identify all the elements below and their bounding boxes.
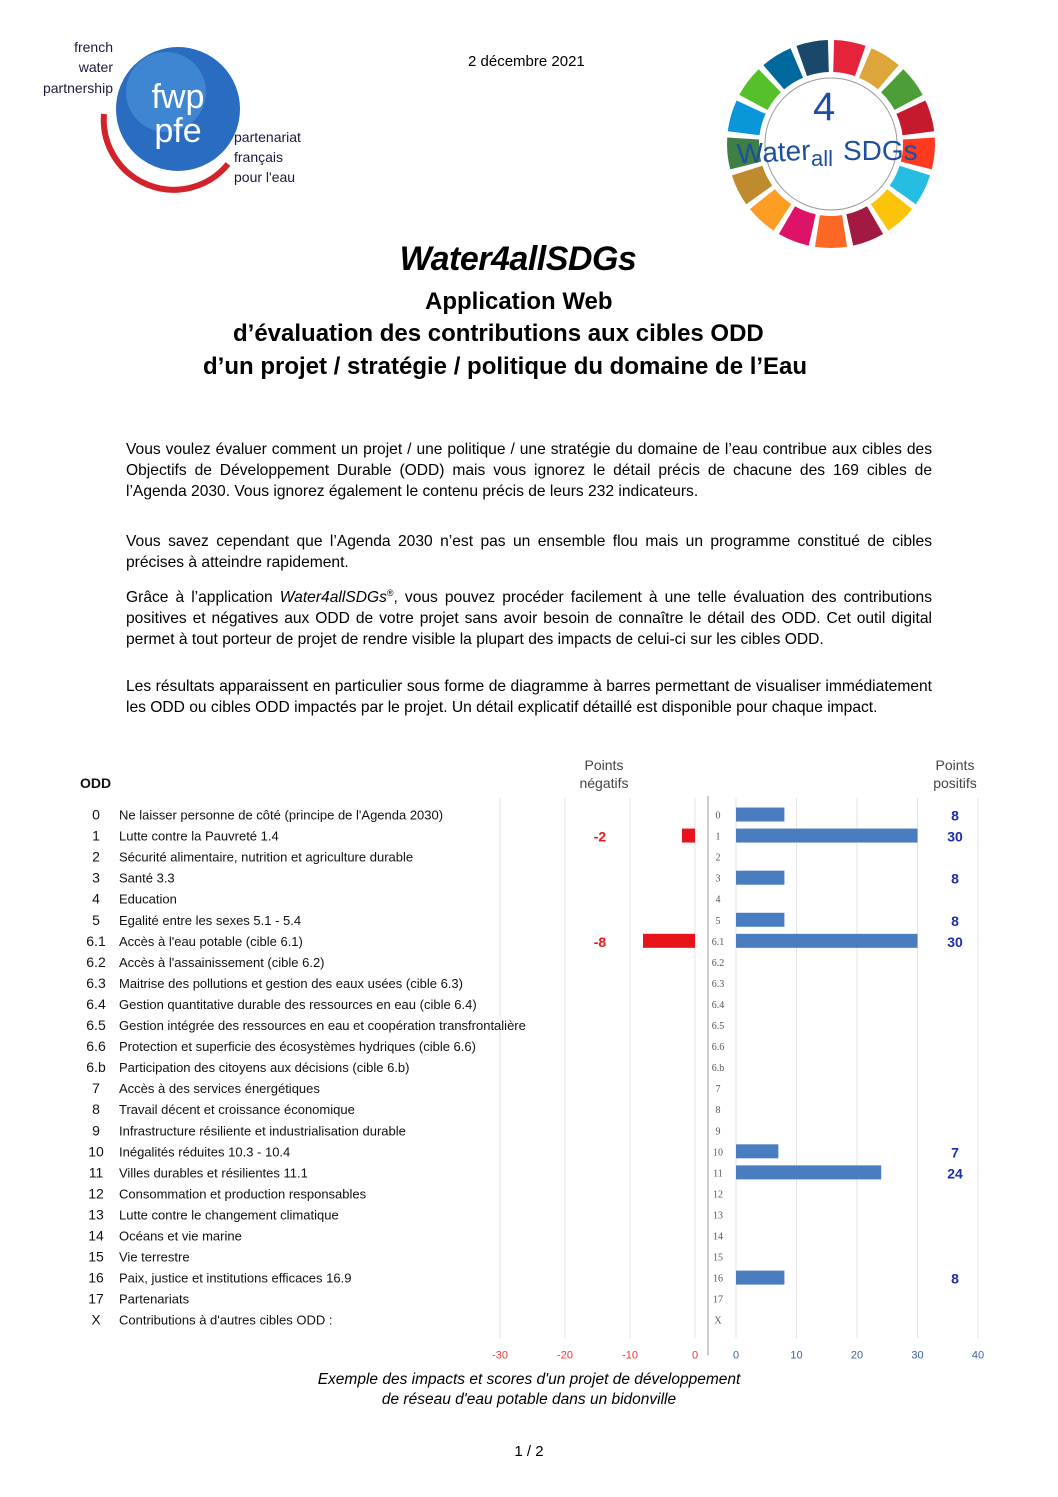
- pos-bar: [736, 1165, 881, 1179]
- odd-label: Sécurité alimentaire, nutrition et agriculture durable: [119, 849, 414, 865]
- paragraph-3-rest: , vous pouvez procéder facilement à une telle évaluation des contributions positives et négatives aux ODD de votre projet sans avoir besoin de connaître le détail des ODD. Cet outil digital permet à tout porteur de projet de rendre visible la plupart des impacts de celui-ci sur les cibles ODD.: [126, 589, 932, 648]
- odd-label: Accès à l'assainissement (cible 6.2): [119, 954, 325, 970]
- neg-bar: [643, 934, 695, 948]
- neg-header-line2: négatifs: [579, 775, 629, 791]
- odd-label: Lutte contre le changement climatique: [119, 1207, 339, 1223]
- odd-code: 12: [88, 1185, 104, 1202]
- logo-mark-pfe: pfe: [154, 112, 202, 150]
- category-tick: 14: [713, 1231, 723, 1243]
- pos-bar: [736, 808, 784, 822]
- odd-code: 2: [92, 848, 100, 865]
- document-title: Water4allSDGs: [399, 240, 637, 278]
- neg-value-label: -8: [593, 933, 607, 950]
- registered-mark: ®: [386, 588, 394, 598]
- odd-code: 15: [88, 1248, 104, 1265]
- odd-label: Infrastructure résiliente et industrialisation durable: [119, 1123, 406, 1139]
- category-tick: 0: [715, 810, 721, 822]
- pos-header-line1: Points: [935, 757, 975, 773]
- subtitle-line-2: d’évaluation des contributions aux cibles ODD: [233, 320, 764, 347]
- odd-code: 16: [88, 1269, 104, 1286]
- pos-value-label: 30: [947, 933, 963, 950]
- odd-label: Villes durables et résilientes 11.1: [119, 1165, 308, 1181]
- category-tick: 3: [715, 873, 721, 885]
- category-tick: 6.4: [711, 999, 725, 1011]
- caption-line-2: de réseau d'eau potable dans un bidonville: [381, 1391, 677, 1408]
- category-tick: 13: [713, 1210, 723, 1222]
- logo-word-sdgs: SDGs: [843, 135, 918, 166]
- paragraph-3-start: Grâce à l’application: [126, 589, 280, 607]
- odd-label: Paix, justice et institutions efficaces 16.9: [119, 1270, 352, 1286]
- subtitle-line-1: Application Web: [425, 288, 613, 315]
- pos-header-line2: positifs: [933, 775, 977, 791]
- fwp-pfe-logo: [38, 34, 318, 209]
- neg-axis-tick: -30: [492, 1349, 508, 1362]
- paragraph-4: Les résultats apparaissent en particulier sous forme de diagramme à barres permettant de visualiser immédiatement les ODD ou cibles ODD impactés par le projet. Un détail explicatif détaillé est disponible pour chaque impact.: [126, 678, 932, 716]
- odd-label: Consommation et production responsables: [119, 1186, 367, 1202]
- odd-label: Gestion intégrée des ressources en eau et coopération transfrontalière: [119, 1018, 526, 1034]
- odd-code: 5: [92, 911, 100, 928]
- logo-word-all: all: [811, 146, 834, 171]
- category-tick: 6.b: [711, 1063, 725, 1075]
- neg-bar: [682, 829, 695, 843]
- document-date: 2 décembre 2021: [468, 53, 585, 70]
- logo-text-water: water: [78, 59, 113, 75]
- odd-code: 6.5: [86, 1017, 106, 1034]
- sdg-wheel-segment: [796, 40, 828, 76]
- odd-label: Santé 3.3: [119, 870, 175, 886]
- pos-axis-tick: 40: [971, 1349, 985, 1362]
- odd-label: Education: [119, 891, 177, 907]
- odd-label: Inégalités réduites 10.3 - 10.4: [119, 1144, 291, 1160]
- logo-text-pour-leau: pour l'eau: [234, 169, 296, 185]
- water4allsdgs-logo: [725, 38, 937, 250]
- sdg-wheel-segment: [833, 40, 865, 76]
- category-tick: 6.5: [711, 1021, 725, 1033]
- neg-header-line1: Points: [584, 757, 624, 773]
- paragraph-2: Vous savez cependant que l’Agenda 2030 n’est pas un ensemble flou mais un programme constitué de cibles précises à atteindre rapidement.: [126, 533, 932, 571]
- odd-label: Partenariats: [119, 1291, 190, 1307]
- pos-bar: [736, 1144, 778, 1158]
- odd-code: 17: [88, 1290, 104, 1307]
- neg-axis-tick: -10: [622, 1349, 638, 1362]
- category-tick: 12: [713, 1189, 723, 1201]
- pos-axis-tick: 30: [911, 1349, 924, 1362]
- category-tick: 9: [715, 1126, 721, 1138]
- odd-label: Contributions à d'autres cibles ODD :: [119, 1312, 333, 1328]
- pos-value-label: 8: [951, 807, 959, 824]
- odd-code: 14: [88, 1227, 104, 1244]
- odd-label: Travail décent et croissance économique: [119, 1102, 355, 1118]
- pos-bar: [736, 1271, 784, 1285]
- logo-word-water: Water: [736, 134, 812, 170]
- odd-code: 10: [88, 1143, 104, 1160]
- odd-code: 8: [92, 1101, 100, 1118]
- paragraph-1: Vous voulez évaluer comment un projet / une politique / une stratégie du domaine de l’eau contribue aux cibles des Objectifs de Développement Durable (ODD) mais vous ignorez le détail précis de chacune des 169 cibles de l’Agenda 2030. Vous ignorez également le contenu précis de leurs 232 indicateurs.: [126, 441, 932, 500]
- category-tick: 11: [713, 1168, 723, 1180]
- odd-code: 11: [88, 1164, 104, 1181]
- odd-label: Vie terrestre: [119, 1249, 190, 1265]
- category-tick: 6.1: [711, 936, 725, 948]
- logo-number-4: 4: [813, 85, 836, 129]
- page-number: 1 / 2: [514, 1443, 544, 1460]
- logo-text-partnership: partnership: [42, 80, 113, 96]
- neg-axis-tick: -20: [557, 1349, 573, 1362]
- odd-label: Maitrise des pollutions et gestion des eaux usées (cible 6.3): [119, 975, 463, 991]
- category-tick: 17: [713, 1294, 723, 1306]
- odd-code: 13: [88, 1206, 104, 1223]
- pos-axis-tick: 20: [850, 1349, 864, 1362]
- odd-code: 7: [92, 1080, 100, 1097]
- category-tick: 6.6: [711, 1042, 725, 1054]
- category-tick: 7: [715, 1084, 721, 1096]
- logo-mark-fwp: fwp: [151, 78, 205, 116]
- pos-bar: [736, 934, 918, 948]
- odd-code: 3: [92, 869, 100, 886]
- pos-value-label: 8: [951, 870, 959, 887]
- odd-code: 9: [92, 1122, 100, 1139]
- category-tick: 15: [713, 1252, 723, 1264]
- category-tick: 16: [713, 1273, 723, 1285]
- subtitle-line-3: d’un projet / stratégie / politique du domaine de l’Eau: [203, 353, 808, 380]
- odd-code: 0: [92, 806, 100, 823]
- odd-label: Gestion quantitative durable des ressources en eau (cible 6.4): [119, 996, 477, 1012]
- odd-label: Accès à l'eau potable (cible 6.1): [119, 933, 303, 949]
- odd-code: 6.b: [86, 1059, 106, 1076]
- paragraph-3: [126, 583, 932, 651]
- odd-column-header: ODD: [80, 775, 112, 791]
- category-tick: 6.3: [711, 978, 725, 990]
- neg-value-label: -2: [593, 828, 607, 845]
- logo-text-francais: français: [234, 149, 284, 165]
- pos-value-label: 8: [951, 912, 959, 929]
- odd-label: Participation des citoyens aux décisions (cible 6.b): [119, 1060, 410, 1076]
- odd-label: Protection et superficie des écosystèmes hydriques (cible 6.6): [119, 1039, 476, 1055]
- odd-code: 4: [92, 890, 100, 907]
- pos-bar: [736, 829, 918, 843]
- category-tick: 8: [715, 1105, 721, 1117]
- odd-label: Accès à des services énergétiques: [119, 1081, 320, 1097]
- odd-label: Egalité entre les sexes 5.1 - 5.4: [119, 912, 302, 928]
- neg-axis-tick: 0: [691, 1349, 699, 1362]
- pos-value-label: 7: [951, 1144, 959, 1161]
- category-tick: 2: [715, 852, 721, 864]
- pos-bar: [736, 913, 784, 927]
- odd-label: Ne laisser personne de côté (principe de l'Agenda 2030): [119, 807, 444, 823]
- category-tick: X: [714, 1315, 722, 1327]
- pos-value-label: 8: [951, 1270, 959, 1287]
- odd-code: 6.1: [86, 932, 106, 949]
- odd-code: 6.3: [86, 974, 106, 991]
- category-tick: 1: [715, 831, 721, 843]
- category-tick: 6.2: [711, 957, 725, 969]
- odd-label: Océans et vie marine: [119, 1228, 242, 1244]
- pos-bar: [736, 871, 784, 885]
- odd-code: 6.2: [86, 953, 106, 970]
- odd-label: Lutte contre la Pauvreté 1.4: [119, 828, 279, 844]
- caption-line-1: Exemple des impacts et scores d'un projet de développement: [317, 1371, 741, 1388]
- odd-code: 6.6: [86, 1038, 106, 1055]
- odd-code: 1: [92, 827, 100, 844]
- category-tick: 10: [713, 1147, 723, 1159]
- category-tick: 5: [715, 915, 721, 927]
- odd-code: X: [91, 1311, 101, 1328]
- odd-code: 6.4: [86, 995, 106, 1012]
- odd-impact-chart: [78, 752, 1008, 1364]
- pos-value-label: 30: [947, 828, 963, 845]
- logo-text-partenariat: partenariat: [234, 129, 301, 145]
- pos-axis-tick: 0: [732, 1349, 740, 1362]
- logo-text-french: french: [74, 39, 113, 55]
- category-tick: 4: [715, 894, 721, 906]
- pos-value-label: 24: [947, 1165, 963, 1182]
- pos-axis-tick: 10: [790, 1349, 803, 1362]
- app-name: Water4allSDGs: [279, 589, 387, 607]
- chart-caption: [0, 1370, 1058, 1410]
